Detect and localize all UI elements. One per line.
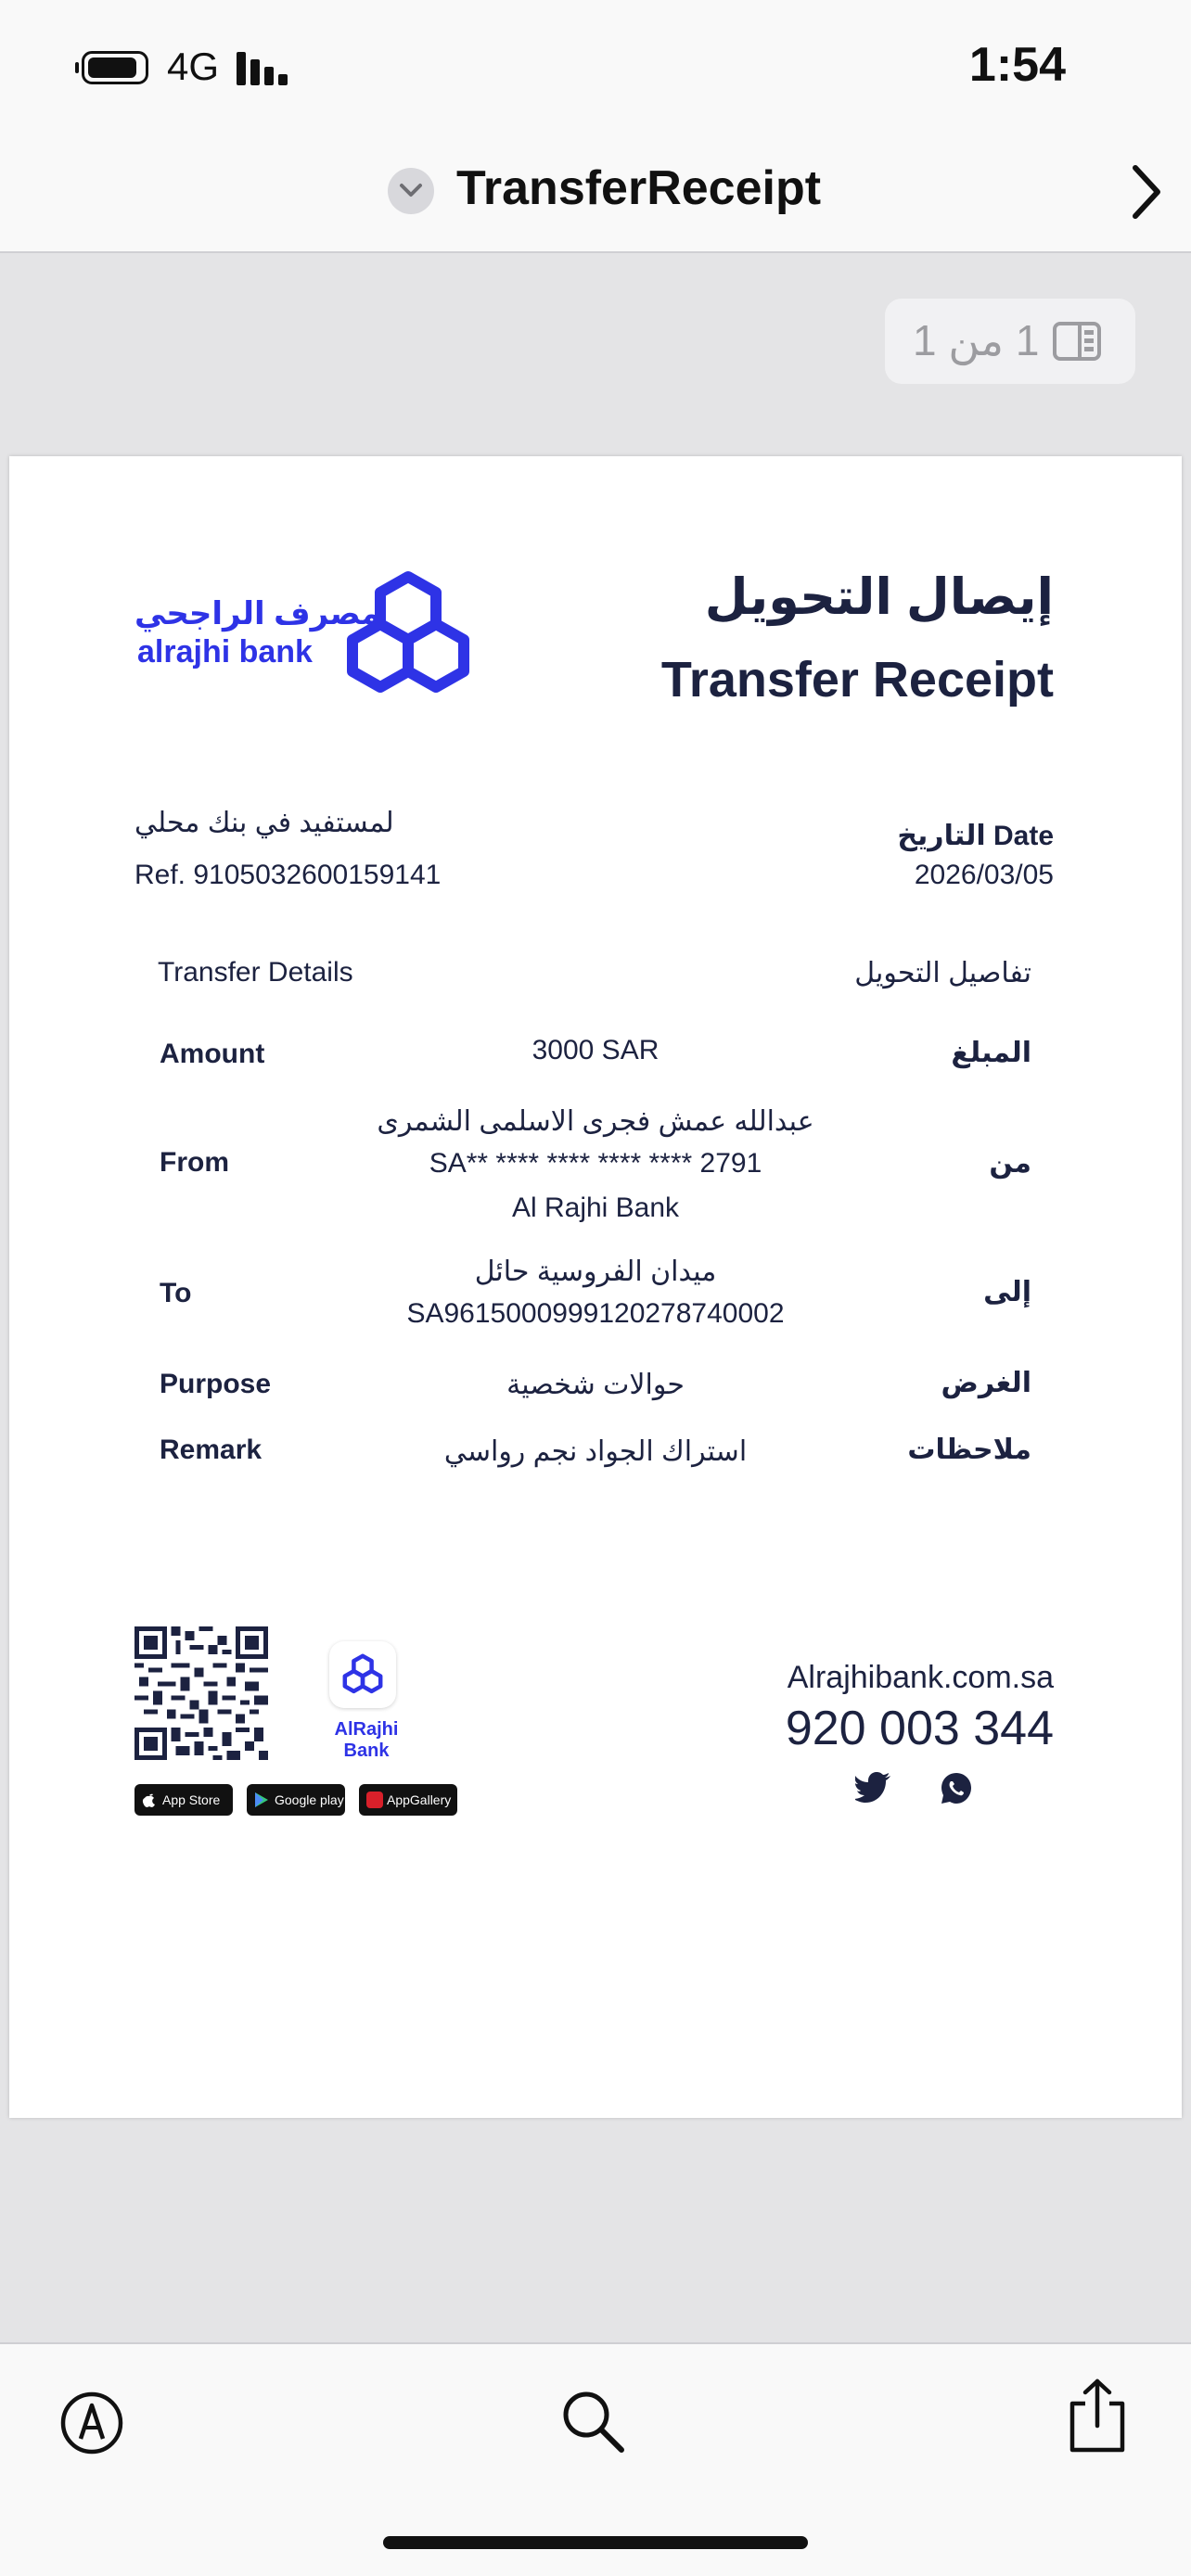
beneficiary-type: لمستفيد في بنك محلي <box>134 808 394 838</box>
remark-label-ar: ملاحظات <box>907 1435 1031 1465</box>
section-title-arabic: تفاصيل التحويل <box>854 958 1031 988</box>
network-type: 4G <box>167 45 220 88</box>
app-gallery-badge-label: AppGallery <box>387 1792 452 1807</box>
amount-label-ar: المبلغ <box>951 1038 1031 1068</box>
page-indicator[interactable] <box>885 299 1135 384</box>
clock: 1:54 <box>968 38 1066 92</box>
app-store-badge <box>134 1784 233 1816</box>
to-label-ar: إلى <box>983 1277 1031 1307</box>
search-icon[interactable] <box>560 2389 627 2455</box>
remark-value: استراك الجواد نجم رواسي <box>443 1436 748 1467</box>
google-play-icon <box>254 1792 269 1808</box>
bank-name-arabic: مصرف الراجحي <box>134 596 381 631</box>
to-name: ميدان الفروسية حائل <box>474 1256 717 1287</box>
app-name: AlRajhi Bank <box>334 1719 399 1761</box>
section-title-english: Transfer Details <box>158 957 353 988</box>
purpose-label-ar: الغرض <box>941 1368 1031 1398</box>
from-name: عبدالله عمش فجرى الاسلمى الشمرى <box>377 1106 814 1137</box>
app-gallery-badge <box>359 1784 457 1816</box>
website: Alrajhibank.com.sa <box>787 1660 1054 1695</box>
share-icon[interactable] <box>1067 2378 1128 2455</box>
app-store-badge-label: App Store <box>162 1792 221 1807</box>
from-bank: Al Rajhi Bank <box>511 1192 680 1223</box>
reference-number: Ref. 9105032600159141 <box>134 860 442 890</box>
to-iban: SA9615000999120278740002 <box>406 1298 785 1329</box>
purpose-label-en: Purpose <box>160 1369 272 1399</box>
signal-icon <box>237 48 292 85</box>
to-label-en: To <box>160 1278 192 1308</box>
home-indicator <box>383 2536 808 2549</box>
from-account: SA** **** **** **** **** 2791 <box>429 1148 762 1179</box>
google-play-badge <box>247 1784 345 1816</box>
date-value: 2026/03/05 <box>914 860 1054 890</box>
navigation-bar <box>0 134 1191 253</box>
twitter-icon <box>855 1771 892 1804</box>
bank-name-english: alrajhi bank <box>137 634 313 670</box>
receipt-page <box>9 456 1182 2118</box>
alrajhi-app-logo-icon <box>340 1651 385 1697</box>
phone-number: 920 003 344 <box>785 1702 1054 1755</box>
document-title[interactable]: TransferReceipt <box>456 161 822 215</box>
date-label: التاريخ Date <box>897 821 1054 851</box>
app-icon <box>329 1641 396 1708</box>
battery-icon <box>82 51 148 84</box>
from-label-en: From <box>160 1147 229 1178</box>
huawei-icon <box>366 1792 383 1808</box>
alrajhi-logo-icon <box>339 567 478 697</box>
receipt-title-arabic: إيصال التحويل <box>704 569 1054 625</box>
amount-value: 3000 SAR <box>531 1035 660 1065</box>
receipt-title-english: Transfer Receipt <box>660 652 1054 708</box>
chevron-down-icon <box>399 181 423 201</box>
google-play-badge-label: Google play <box>275 1792 344 1807</box>
page-count: 1 من 1 <box>913 316 1040 364</box>
amount-label-en: Amount <box>160 1039 265 1069</box>
status-bar <box>0 0 1191 134</box>
title-menu-button[interactable] <box>388 168 434 214</box>
sidebar-icon <box>1052 321 1102 362</box>
apple-icon <box>142 1792 157 1808</box>
qr-code <box>134 1626 268 1760</box>
markup-icon[interactable] <box>59 2391 124 2455</box>
from-label-ar: من <box>989 1148 1031 1179</box>
chevron-right-icon[interactable] <box>1128 162 1165 222</box>
purpose-value: حوالات شخصية <box>506 1370 685 1400</box>
whatsapp-icon <box>939 1771 974 1806</box>
remark-label-en: Remark <box>160 1435 263 1465</box>
